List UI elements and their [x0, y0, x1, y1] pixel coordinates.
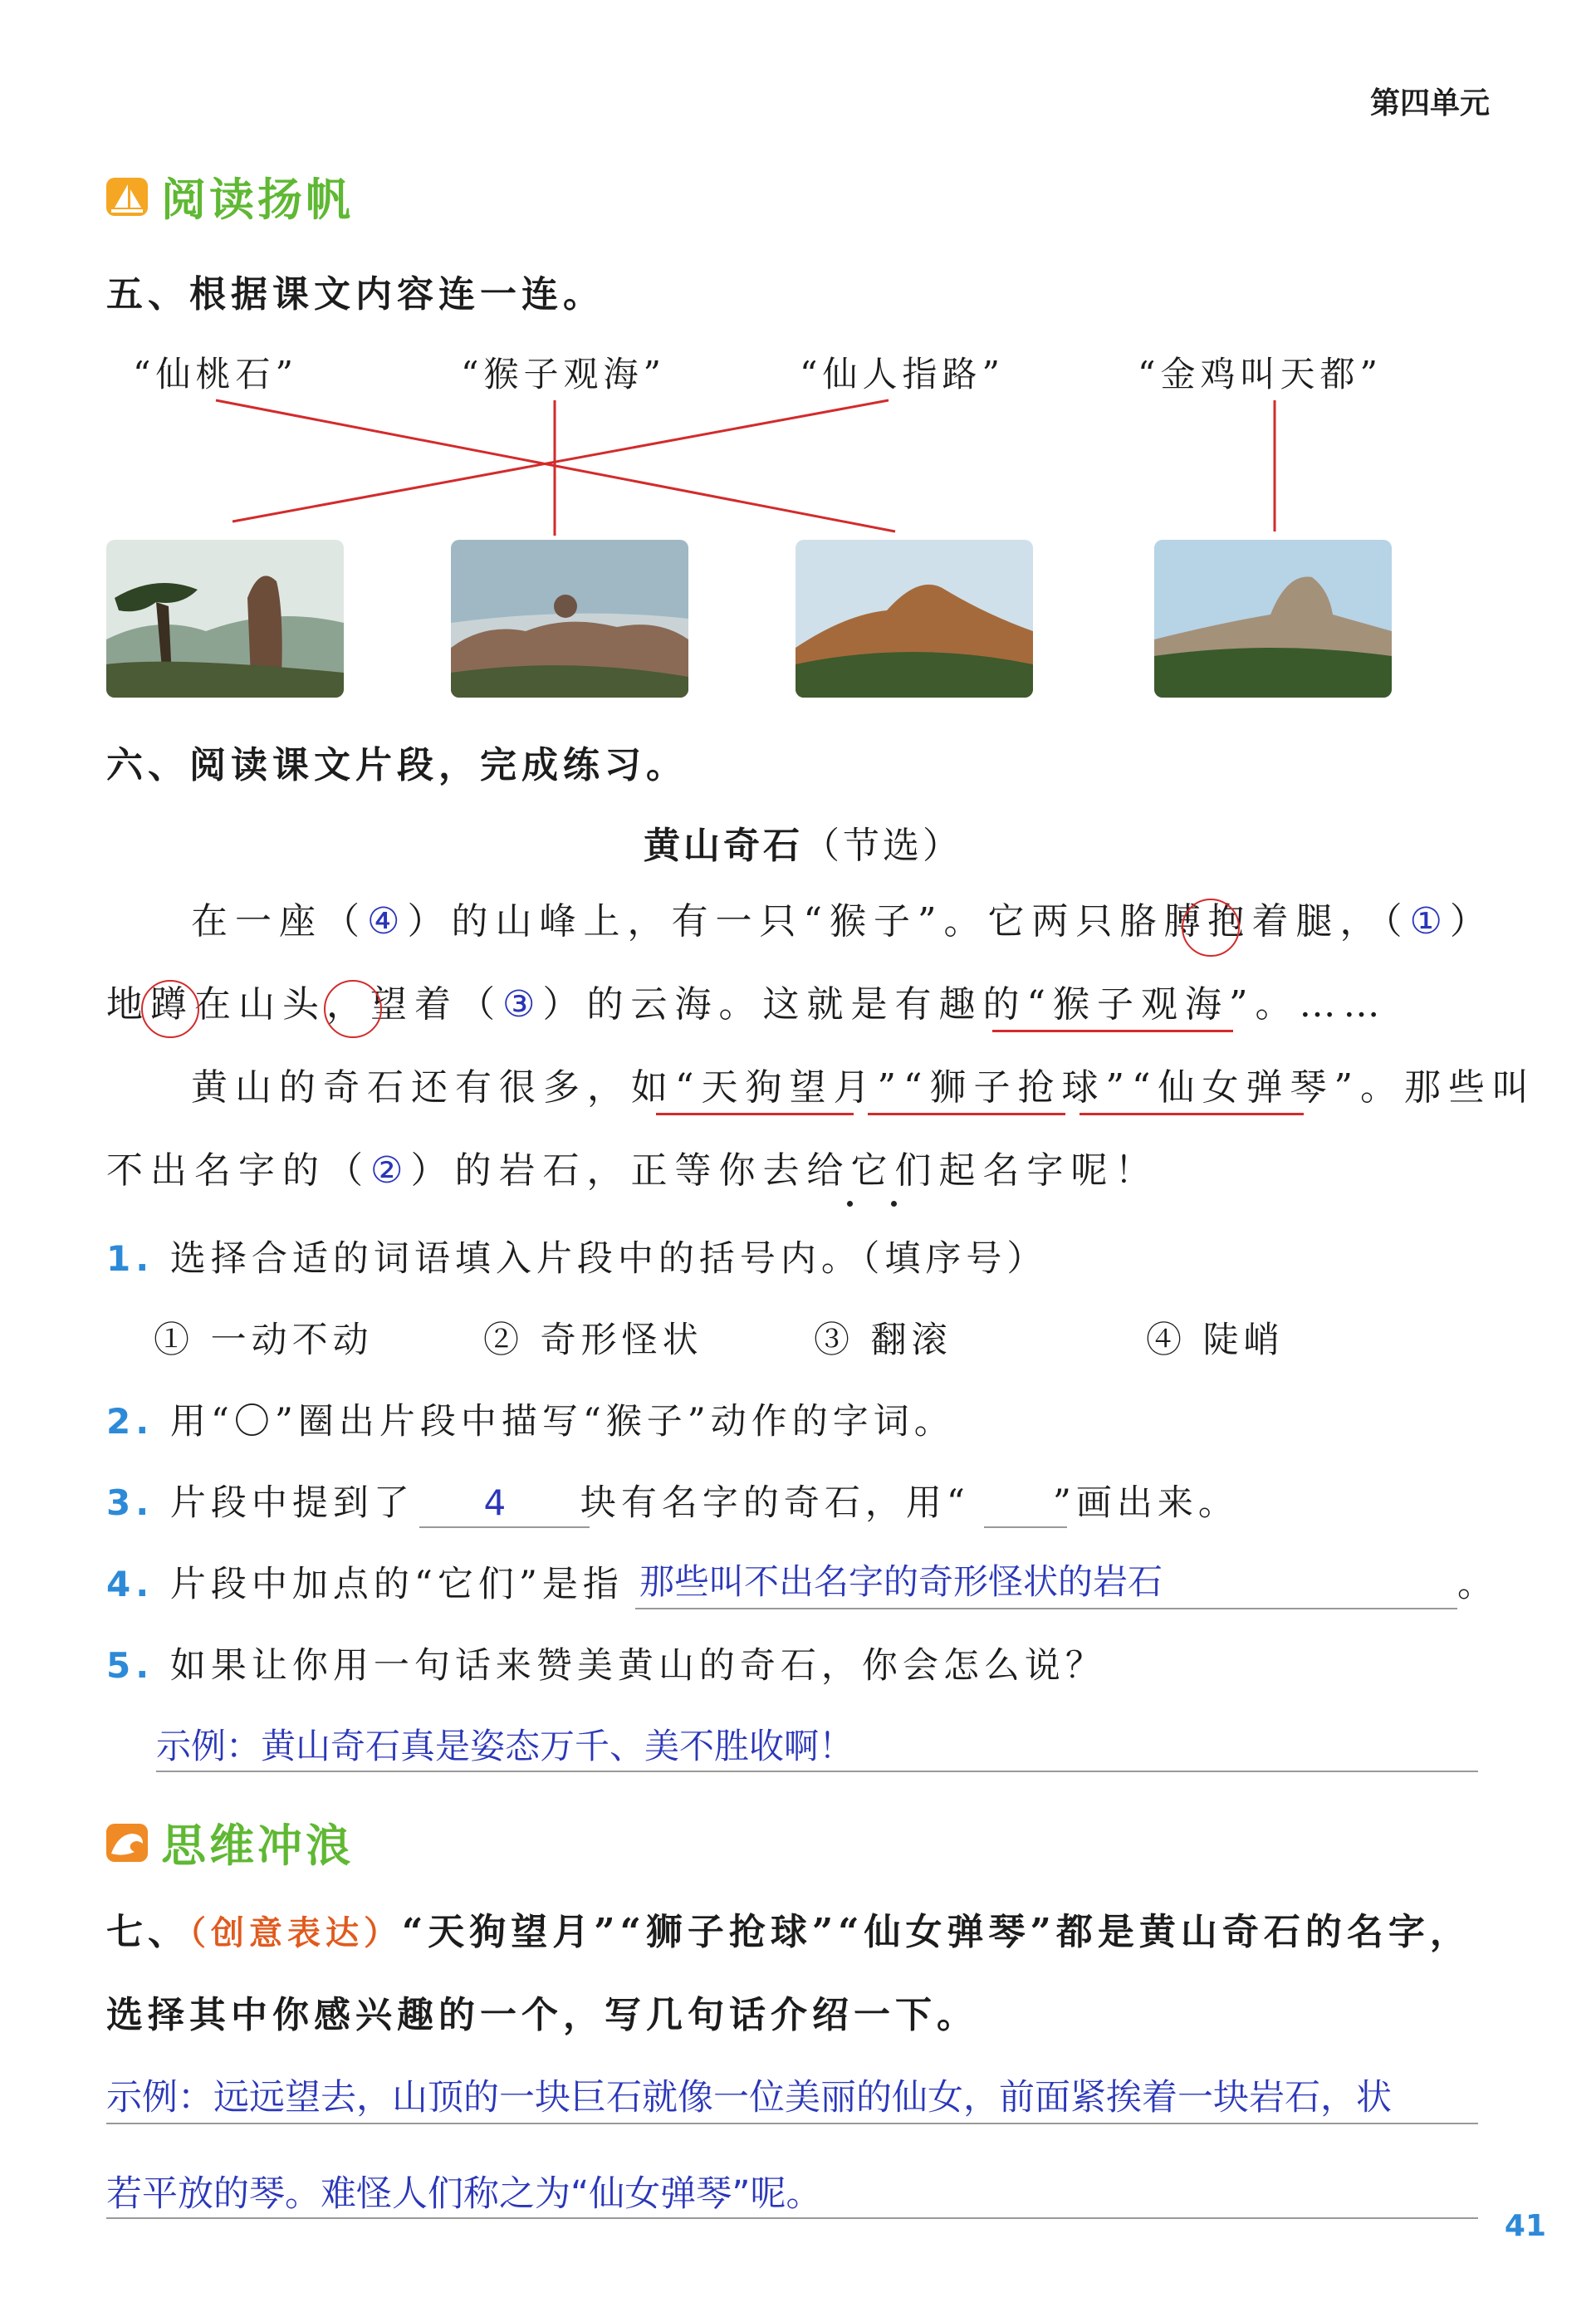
- passage-line-3: 黄山的奇石还有很多，如“天狗望月”“狮子抢球”“仙女弹琴”。那些叫: [191, 1066, 1536, 1109]
- option-4: ④ 陡峭: [1146, 1320, 1285, 1361]
- creative-tag: （创意表达）: [189, 1913, 402, 1952]
- named-rock-dog: “天狗望月”: [675, 1066, 903, 1109]
- unit-label: 第四单元: [1370, 86, 1491, 120]
- option-2: ② 奇形怪状: [483, 1320, 703, 1361]
- connection-lines: [0, 0, 1596, 581]
- question-5-title: 五、根据课文内容连一连。: [106, 273, 605, 316]
- item-3: 3. 片段中提到了 4 块有名字的奇石，用“ ”画出来。: [106, 1482, 1239, 1524]
- name-label-1: “仙桃石”: [133, 354, 298, 394]
- blank-answer-4: ②: [370, 1149, 411, 1192]
- dotted-word: 它们: [850, 1149, 939, 1192]
- question-7-line-2: 选择其中你感兴趣的一个，写几句话介绍一下。: [106, 1994, 978, 2036]
- blank-answer-1: ④: [367, 900, 408, 943]
- underline-lion: [868, 1113, 1065, 1115]
- circled-word-hug: 抱: [1207, 900, 1252, 943]
- passage-line-2: 地蹲在山头，望着（③）的云海。这就是有趣的“猴子观海”。……: [106, 963, 1387, 1046]
- question-6-title: 六、阅读课文片段，完成练习。: [106, 744, 688, 786]
- passage-line-1: 在一座（④）的山峰上，有一只“猴子”。它两只胳膊抱着腿，（①）: [191, 880, 1494, 963]
- answer-line-intro-1: [106, 2123, 1478, 2124]
- section-title-reading: 阅读扬帆: [161, 174, 354, 226]
- answer-count: 4: [483, 1482, 512, 1523]
- red-circle-hug: [1182, 899, 1240, 957]
- answer-intro-2: 若平放的琴。难怪人们称之为“仙女弹琴”呢。: [106, 2173, 822, 2215]
- red-circle-look: [324, 980, 382, 1038]
- blank-answer-2: ①: [1409, 900, 1450, 943]
- option-1: ① 一动不动: [154, 1320, 374, 1361]
- underline-monkey: [992, 1030, 1233, 1032]
- blank-answer-3: ③: [502, 983, 543, 1026]
- rock-photo-1: [106, 540, 344, 698]
- named-rock-lion: “狮子抢球”: [903, 1066, 1132, 1109]
- circled-word-look: 望: [370, 983, 414, 1026]
- page-number: 41: [1504, 2209, 1546, 2243]
- emphasis-dot-2: [891, 1201, 897, 1207]
- underline-fairy: [1080, 1113, 1304, 1115]
- rock-photo-3: [796, 540, 1033, 698]
- passage-title-row: [644, 816, 962, 869]
- red-circle-squat: [141, 980, 199, 1038]
- underline-dog: [656, 1113, 854, 1115]
- name-label-2: “猴子观海”: [461, 354, 666, 394]
- name-label-3: “仙人指路”: [800, 354, 1005, 394]
- section-title-thinking: 思维冲浪: [161, 1820, 354, 1872]
- answer-line-mark: [984, 1526, 1067, 1528]
- answer-line-intro-2: [106, 2217, 1478, 2219]
- item-2: 2. 用“〇”圈出片段中描写“猴子”动作的字词。: [106, 1401, 955, 1443]
- item-4-period: 。: [1457, 1564, 1498, 1605]
- passage-title: 黄山奇石: [644, 825, 803, 867]
- answer-line-they: [635, 1608, 1457, 1609]
- item-4: 4. 片段中加点的“它们”是指: [106, 1564, 624, 1605]
- answer-praise: 示例：黄山奇石真是姿态万千、美不胜收啊！: [156, 1726, 854, 1766]
- rock-photo-4: [1154, 540, 1392, 698]
- named-rock-monkey: “猴子观海”: [1026, 983, 1256, 1026]
- answer-they-refer: 那些叫不出名字的奇形怪状的岩石: [639, 1561, 1163, 1602]
- emphasis-dot-1: [847, 1201, 853, 1207]
- named-rock-fairy: “仙女弹琴”: [1132, 1066, 1360, 1109]
- item-1: 1. 选择合适的词语填入片段中的括号内。（填序号）: [106, 1238, 1048, 1280]
- rock-photo-2: [451, 540, 688, 698]
- item-5: 5. 如果让你用一句话来赞美黄山的奇石，你会怎么说？: [106, 1645, 1106, 1687]
- answer-line-praise: [156, 1771, 1478, 1772]
- wave-icon: [106, 1824, 148, 1862]
- circled-word-squat: 蹲: [150, 983, 194, 1026]
- passage-note: （节选）: [803, 825, 962, 867]
- answer-line-count: [419, 1526, 590, 1528]
- passage-line-4: 不出名字的（②）的岩石，正等你去给它们起名字呢！: [106, 1129, 1158, 1212]
- question-7-line-1: 七、（创意表达）“天狗望月”“狮子抢球”“仙女弹琴”都是黄山奇石的名字，: [106, 1911, 1471, 1953]
- option-3: ③ 翻滚: [814, 1320, 952, 1361]
- name-label-4: “金鸡叫天都”: [1138, 354, 1383, 394]
- section-heading-thinking: [106, 1810, 354, 1874]
- answer-intro-1: 示例：远远望去，山顶的一块巨石就像一位美丽的仙女，前面紧挨着一块岩石，状: [106, 2077, 1392, 2119]
